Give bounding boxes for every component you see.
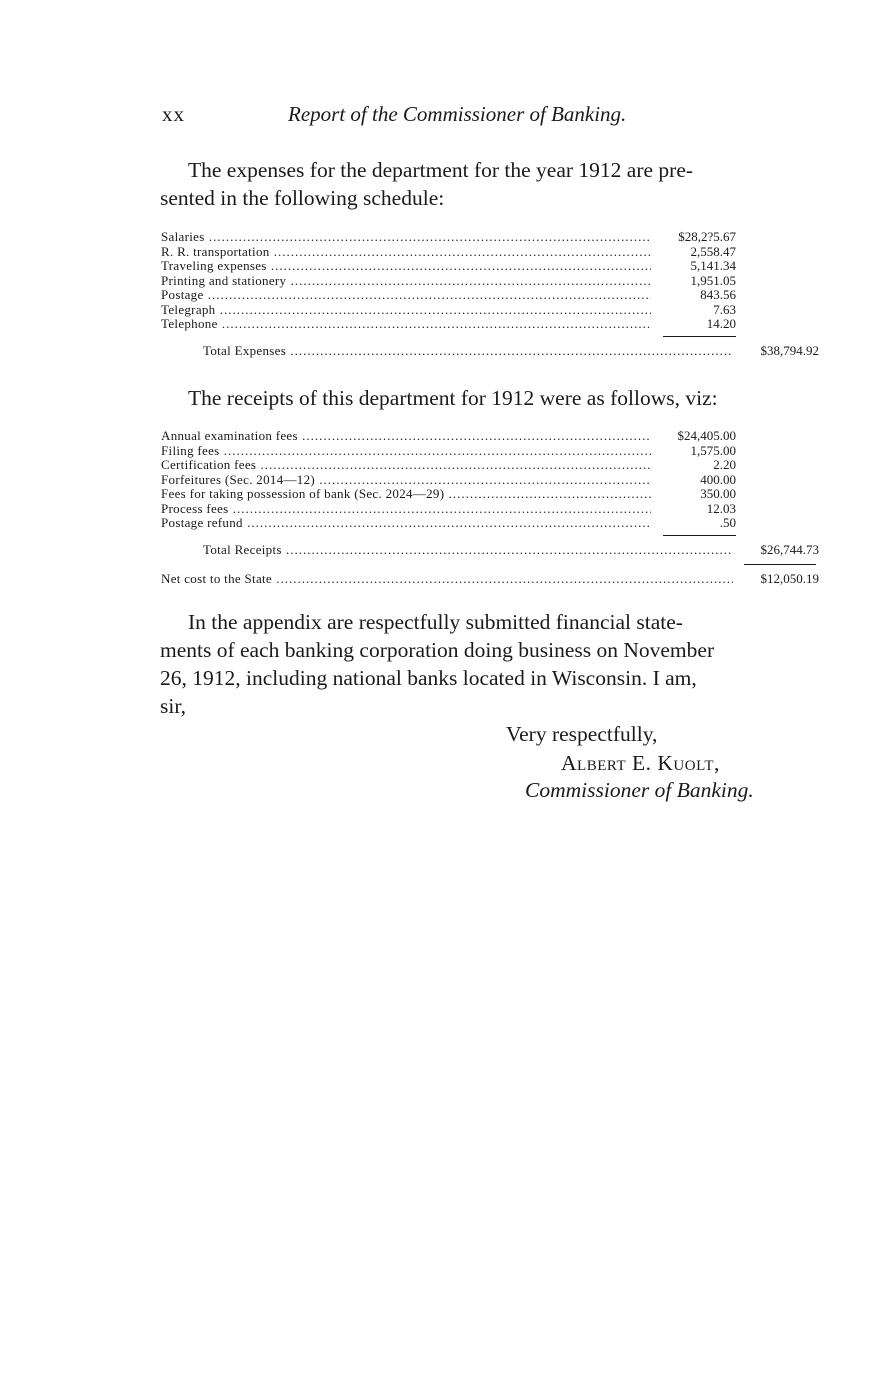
expenses-total <box>161 343 821 358</box>
total-amount: $38,794.92 <box>760 343 819 358</box>
receipt-label: Certification fees ..... <box>161 457 651 473</box>
table-row <box>161 287 821 302</box>
expense-label: R. R. transportation ..... <box>161 244 651 260</box>
net-label: Net cost to the State ..... <box>161 571 733 587</box>
expense-amount: 14.20 <box>706 316 736 331</box>
table-row <box>161 486 821 501</box>
paragraph-line: sented in the following schedule: <box>160 186 445 210</box>
expense-label: Traveling expenses ..... <box>161 258 651 274</box>
table-row <box>161 428 821 443</box>
table-row <box>161 273 821 288</box>
table-row <box>161 501 821 516</box>
paragraph-line: The receipts of this department for 1912 were as follows, viz: <box>188 386 718 410</box>
total-label: Total Receipts ..... <box>203 542 733 558</box>
expense-amount: 1,951.05 <box>690 272 736 288</box>
table-row <box>161 472 821 487</box>
net-amount: $12,050.19 <box>760 571 819 586</box>
expense-label: Printing and stationery ..... <box>161 273 651 289</box>
total-row <box>161 542 821 557</box>
receipt-amount: 350.00 <box>700 486 736 501</box>
expense-label: Salaries ..... <box>161 229 651 245</box>
total-label: Total Expenses ..... <box>203 343 733 359</box>
paragraph-line: ments of each banking corporation doing business on November <box>160 638 715 662</box>
running-head <box>162 102 702 130</box>
signatory-title: Commissioner of Banking. <box>525 778 754 802</box>
page-number: xx <box>162 102 185 126</box>
net-row <box>161 571 821 586</box>
table-row <box>161 302 821 317</box>
subtotal-rule <box>663 336 736 337</box>
receipt-amount: $24,405.00 <box>677 428 736 443</box>
expense-amount: 2,558.47 <box>690 243 736 259</box>
receipt-label: Filing fees ..... <box>161 443 651 459</box>
receipt-label: Process fees ..... <box>161 501 651 517</box>
table-row <box>161 515 821 530</box>
net-cost <box>161 571 821 586</box>
receipt-amount: 1,575.00 <box>690 442 736 458</box>
receipt-label: Postage refund ..... <box>161 515 651 531</box>
expense-label: Postage ..... <box>161 287 651 303</box>
appendix-paragraph <box>160 608 820 720</box>
receipt-label: Fees for taking possession of bank (Sec. 2024—29) ..... <box>161 486 651 502</box>
table-row <box>161 443 821 458</box>
table-row <box>161 258 821 273</box>
paragraph-line: In the appendix are respectfully submitted financial state- <box>188 610 683 634</box>
receipts-table <box>161 428 821 530</box>
table-row <box>161 244 821 259</box>
signatory-name: Albert E. Kuolt, <box>561 751 720 775</box>
table-row <box>161 229 821 244</box>
expenses-intro-paragraph <box>160 156 820 212</box>
running-title: Report of the Commissioner of Banking. <box>288 102 627 126</box>
receipts-total <box>161 542 821 557</box>
subtotal-rule <box>663 535 736 536</box>
closing-salutation: Very respectfully, <box>506 722 658 746</box>
table-row <box>161 316 821 331</box>
receipt-amount: 12.03 <box>706 500 736 516</box>
receipt-label: Forfeitures (Sec. 2014—12) ..... <box>161 472 651 488</box>
expense-amount: 5,141.34 <box>690 258 736 273</box>
receipt-amount: 2.20 <box>713 457 736 472</box>
total-amount: $26,744.73 <box>760 542 819 557</box>
paragraph-line: 26, 1912, including national banks located in Wisconsin. I am, <box>160 666 697 690</box>
paragraph-line: The expenses for the department for the year 1912 are pre- <box>188 158 694 182</box>
expense-amount: $28,2?5.67 <box>678 229 736 244</box>
total-row <box>161 343 821 358</box>
expense-amount: 7.63 <box>713 301 736 317</box>
receipts-intro-paragraph <box>160 384 820 412</box>
expense-label: Telephone ..... <box>161 316 651 332</box>
receipt-amount: 400.00 <box>700 471 736 487</box>
expenses-table <box>161 229 821 331</box>
expense-label: Telegraph ..... <box>161 302 651 318</box>
paragraph-line: sir, <box>160 694 187 718</box>
receipt-label: Annual examination fees ..... <box>161 428 651 444</box>
receipt-amount: .50 <box>719 515 736 530</box>
expense-amount: 843.56 <box>700 287 736 302</box>
total-rule <box>744 564 816 565</box>
table-row <box>161 457 821 472</box>
